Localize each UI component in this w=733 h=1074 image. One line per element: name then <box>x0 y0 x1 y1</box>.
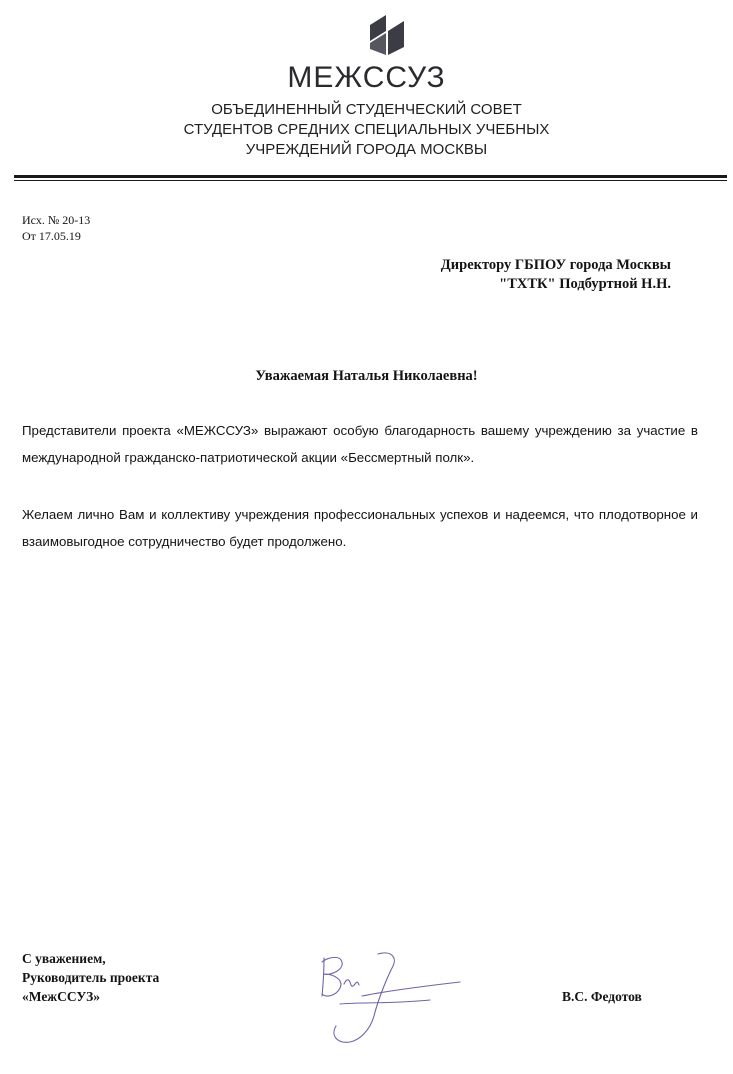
addressee-block <box>441 256 671 294</box>
header-divider-thin <box>14 180 727 181</box>
org-name-line-3: УЧРЕЖДЕНИЙ ГОРОДА МОСКВЫ <box>245 141 488 158</box>
addressee-line-2: "ТХТК" Подбуртной Н.Н. <box>499 276 671 292</box>
reference-number: Исх. № 20-13 <box>22 213 91 227</box>
logo-wordmark: МЕЖССУЗ <box>287 61 446 94</box>
signer-name: В.С. Федотов <box>562 989 642 1004</box>
outgoing-reference <box>22 212 90 244</box>
closing-block <box>22 949 159 1006</box>
body-paragraph-2: Желаем лично Вам и коллективу учреждения профессиональных успехов и надеемся, что плодотворное и взаимовыгодное сотрудничество будет продолжено. <box>22 507 698 549</box>
closing-line-2: Руководитель проекта <box>22 970 160 985</box>
addressee-line-1: Директору ГБПОУ города Москвы <box>440 257 671 273</box>
body-paragraph-1: Представители проекта «МЕЖССУЗ» выражают особую благодарность вашему учреждению за участие в международной гражданско-патриотической акции «Бессмертный полк». <box>22 423 698 465</box>
org-name-line-2: СТУДЕНТОВ СРЕДНИХ СПЕЦИАЛЬНЫХ УЧЕБНЫХ <box>183 121 550 138</box>
org-name-line-1: ОБЪЕДИНЕННЫЙ СТУДЕНЧЕСКИЙ СОВЕТ <box>211 101 522 118</box>
handwritten-signature <box>300 944 475 1054</box>
closing-line-1: С уважением, <box>22 951 106 966</box>
header-divider-thick <box>14 175 727 178</box>
salutation: Уважаемая Наталья Николаевна! <box>255 368 478 384</box>
reference-date: От 17.05.19 <box>22 229 81 243</box>
closing-line-3: «МежССУЗ» <box>22 989 101 1004</box>
logo-icon <box>366 13 408 57</box>
organization-name <box>0 100 733 160</box>
